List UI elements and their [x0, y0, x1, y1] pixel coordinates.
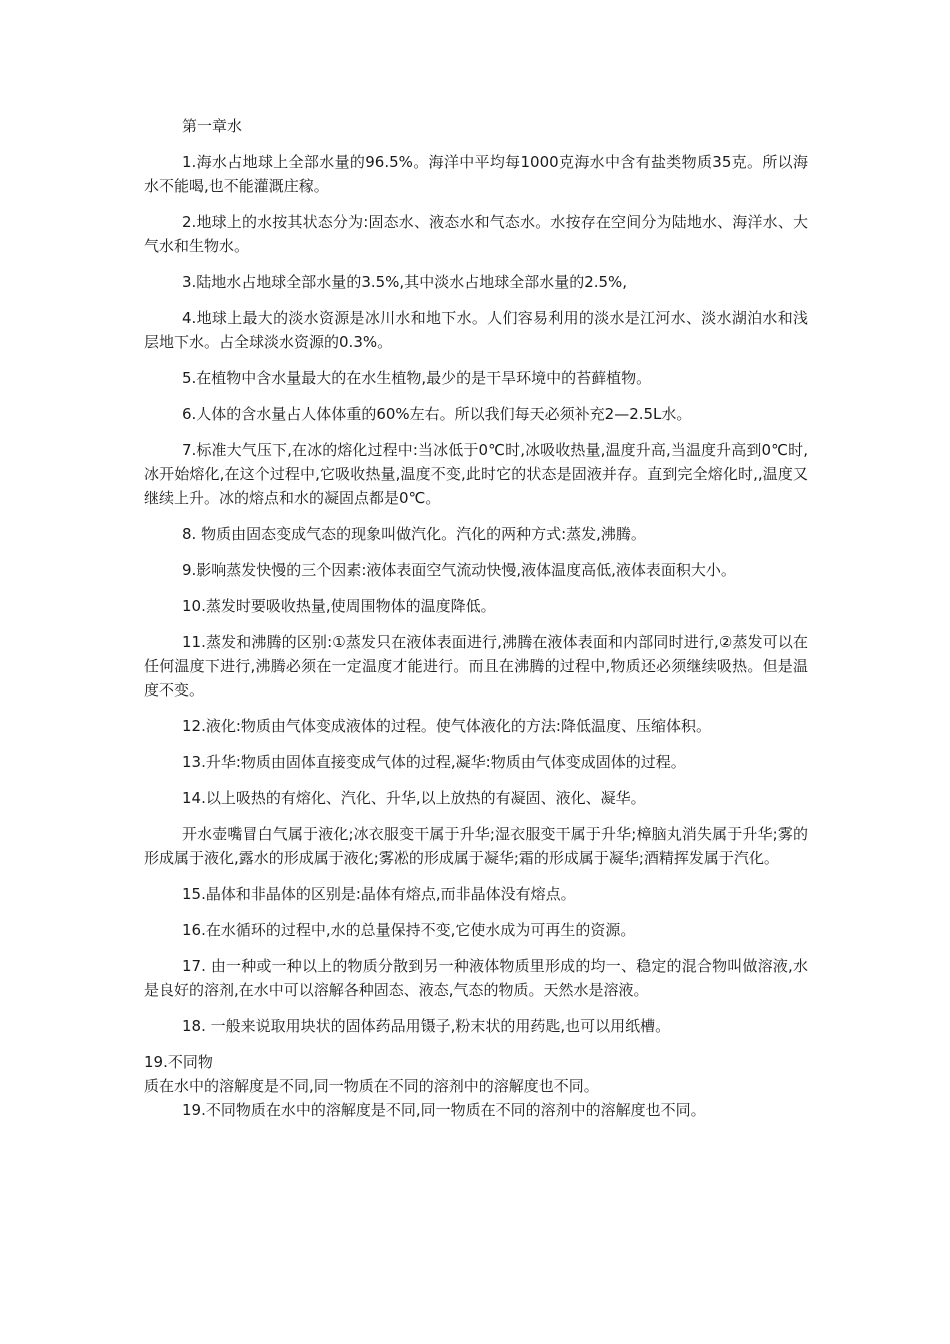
paragraph-13: 13.升华:物质由固体直接变成气体的过程,凝华:物质由气体变成固体的过程。: [182, 753, 686, 771]
paragraph-7: 7.标准大气压下,在冰的熔化过程中:当冰低于0℃时,冰吸收热量,温度升高,当温度升高到0℃时,冰开始熔化,在这个过程中,它吸收热量,温度不变,此时它的状态是固液并存。直到完全熔化时,,温度又继续上升。冰的熔点和水的凝固点都是0℃。: [144, 441, 808, 507]
chapter-title: 第一章水: [182, 117, 243, 135]
paragraph-5: 5.在植物中含水量最大的在水生植物,最少的是干旱环境中的苔藓植物。: [182, 369, 652, 387]
paragraph-9: 9.影响蒸发快慢的三个因素:液体表面空气流动快慢,液体温度高低,液体表面积大小。: [182, 561, 736, 579]
paragraph-17: 17. 由一种或一种以上的物质分散到另一种液体物质里形成的均一、稳定的混合物叫做溶液,水是良好的溶剂,在水中可以溶解各种固态、液态,气态的物质。天然水是溶液。: [144, 957, 808, 999]
paragraph-11: 11.蒸发和沸腾的区别:①蒸发只在液体表面进行,沸腾在液体表面和内部同时进行,②蒸发可以在任何温度下进行,沸腾必须在一定温度才能进行。而且在沸腾的过程中,物质还必须继续吸热。但是温度不变。: [144, 633, 808, 699]
fragment-line-1: 19.不同物: [144, 1053, 213, 1071]
paragraph-4: 4.地球上最大的淡水资源是冰川水和地下水。人们容易利用的淡水是江河水、淡水湖泊水和浅层地下水。占全球淡水资源的0.3%。: [144, 309, 808, 351]
paragraph-16: 16.在水循环的过程中,水的总量保持不变,它使水成为可再生的资源。: [182, 921, 636, 939]
paragraph-14: 14.以上吸热的有熔化、汽化、升华,以上放热的有凝固、液化、凝华。: [182, 789, 646, 807]
paragraph-19: 19.不同物质在水中的溶解度是不同,同一物质在不同的溶剂中的溶解度也不同。: [182, 1101, 706, 1119]
fragment-line-2: 质在水中的溶解度是不同,同一物质在不同的溶剂中的溶解度也不同。: [144, 1077, 599, 1095]
document-body: [144, 114, 808, 1134]
paragraph-examples: 开水壶嘴冒白气属于液化;冰衣服变干属于升华;湿衣服变干属于升华;樟脑丸消失属于升华;雾的形成属于液化,露水的形成属于液化;雾凇的形成属于凝华;霜的形成属于凝华;酒精挥发属于汽化。: [144, 825, 808, 867]
paragraph-12: 12.液化:物质由气体变成液体的过程。使气体液化的方法:降低温度、压缩体积。: [182, 717, 711, 735]
paragraph-3: 3.陆地水占地球全部水量的3.5%,其中淡水占地球全部水量的2.5%,: [182, 273, 628, 291]
paragraph-6: 6.人体的含水量占人体体重的60%左右。所以我们每天必须补充2—2.5L水。: [182, 405, 692, 423]
paragraph-10: 10.蒸发时要吸收热量,使周围物体的温度降低。: [182, 597, 496, 615]
paragraph-15: 15.晶体和非晶体的区别是:晶体有熔点,而非晶体没有熔点。: [182, 885, 576, 903]
paragraph-2: 2.地球上的水按其状态分为:固态水、液态水和气态水。水按存在空间分为陆地水、海洋水、大气水和生物水。: [144, 213, 808, 255]
paragraph-1: 1.海水占地球上全部水量的96.5%。海洋中平均每1000克海水中含有盐类物质35克。所以海水不能喝,也不能灌溉庄稼。: [144, 153, 808, 195]
paragraph-18: 18. 一般来说取用块状的固体药品用镊子,粉末状的用药匙,也可以用纸槽。: [182, 1017, 671, 1035]
paragraph-8: 8. 物质由固态变成气态的现象叫做汽化。汽化的两种方式:蒸发,沸腾。: [182, 525, 646, 543]
